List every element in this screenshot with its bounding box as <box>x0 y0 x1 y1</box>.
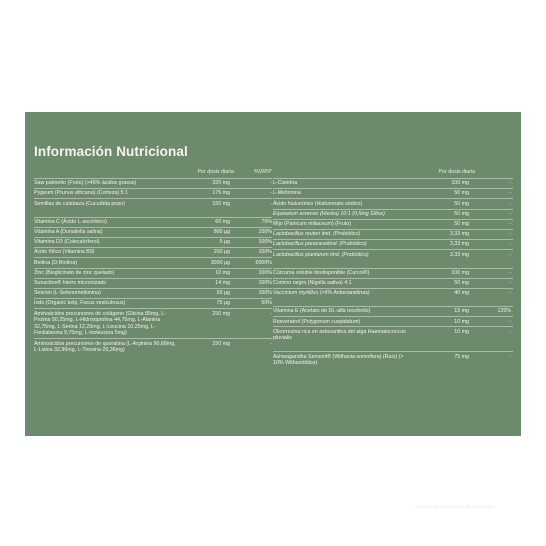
ingredient-vrn: - <box>270 310 272 317</box>
ingredient-name: Vitamina A (Dunaliella salina) <box>34 229 103 236</box>
ingredient-name: Iodo (Organic kelp, Fucus vesiculosus) <box>34 300 126 307</box>
dose-header: Por dosis diaria <box>197 169 234 175</box>
ingredient-amount: 3,33 mg <box>449 231 469 238</box>
ingredient-name: Saw palmetto (Fruto) (>45% ácidos grasos) <box>34 180 137 187</box>
ingredient-name: Zinc (Bisglicinato de zinc quelado) <box>34 269 115 276</box>
ingredient-amount: 50 mg <box>454 279 469 286</box>
ingredient-name: Aminoácidos precursores de queratina (L-Arginina 90,68mg, L-Lisina 32,96mg, L-Tirosina 26,36mg) <box>34 340 176 354</box>
ingredient-vrn: - <box>509 279 511 286</box>
ingredient-amount: 5 µg <box>219 239 230 246</box>
table-row <box>34 198 272 208</box>
table-row <box>273 209 513 219</box>
ingredient-amount: 40 mg <box>454 290 469 297</box>
nutrition-panel <box>25 112 521 510</box>
section-gap <box>273 260 513 268</box>
ingredient-vrn: - <box>509 328 511 335</box>
ingredient-amount: 55 µg <box>216 290 230 297</box>
table-row <box>34 278 272 288</box>
section-gap <box>273 343 513 351</box>
ingredient-vrn: - <box>270 180 272 187</box>
left-table <box>34 167 272 355</box>
table-row <box>34 247 272 257</box>
ingredient-name: Comino negro (Nigella sativa) 4:1 <box>273 279 352 286</box>
ingredient-name: Vitamina E (Acetato de DL-alfa tocoferilo) <box>273 308 371 315</box>
ingredient-amount: 50 mg <box>454 210 469 217</box>
ingredient-name: Mijo (Panicum miliaceum) (Fruto) <box>273 221 351 228</box>
ingredient-name: Vaccinium myrtillus (>5% Antocianidinas) <box>273 290 370 297</box>
section-gap <box>34 209 272 217</box>
left-rows <box>34 178 272 355</box>
ingredient-vrn: - <box>509 318 511 325</box>
ingredient-vrn: 100% <box>258 249 272 256</box>
ingredient-vrn: - <box>509 231 511 238</box>
left-table-header <box>34 167 272 178</box>
ingredient-name: L-Cisteína <box>273 180 298 187</box>
ingredient-vrn: 100% <box>258 290 272 297</box>
table-row <box>34 237 272 247</box>
ingredient-amount: 3,33 mg <box>449 241 469 248</box>
table-row <box>273 188 513 198</box>
ingredient-name: Ashwagandha Sensoril® (Withania somnifera) (Raíz) (> 10% Withanólidos) <box>273 353 404 367</box>
ingredient-vrn: - <box>509 241 511 248</box>
ingredient-amount: 3,33 mg <box>449 251 469 258</box>
ingredient-amount: 50 mg <box>454 190 469 197</box>
ingredient-vrn: - <box>270 190 272 197</box>
ingredient-vrn: - <box>509 200 511 207</box>
ingredient-amount: 10 mg <box>454 328 469 335</box>
ingredient-vrn: - <box>509 221 511 228</box>
ingredient-name: Ácido fólico (Vitamina B9) <box>34 249 95 256</box>
ingredient-name: Lactobacillus reuteri tind. (Probiótico) <box>273 231 361 238</box>
ingredient-name: Aminoácidos precursores de colágeno (Glicina 85mg, L-Prolina 50,25mg, L-Hidroxiprolina 44,75mg, L-Alanina 32,75mg, L-Serina 12,25mg, L-Leucina 10,25mg, L-Fenilalanina 9,75mg, L-Isoleucina 5mg) <box>34 310 166 337</box>
ingredient-vrn: 50% <box>261 300 272 307</box>
ingredient-name: Resveratrol (Polygonum cuspidatum) <box>273 318 361 325</box>
right-rows <box>273 178 513 368</box>
section-gap <box>273 298 513 306</box>
ingredient-amount: 50 mg <box>454 200 469 207</box>
table-row <box>34 178 272 188</box>
ingredient-amount: 75 µg <box>216 300 230 307</box>
table-row <box>34 268 272 278</box>
table-row <box>34 298 272 308</box>
table-row <box>273 219 513 229</box>
dose-header: Por dosis diaria <box>438 169 475 175</box>
ingredient-name: Sunactive® hierro micronizado <box>34 279 107 286</box>
ingredient-amount: 50 mg <box>454 221 469 228</box>
table-row <box>273 316 513 326</box>
ingredient-amount: 3000 µg <box>210 259 230 266</box>
ingredient-name: Lactobacillus plantarum tind. (Probiótico) <box>273 251 369 258</box>
ingredient-vrn: 100% <box>258 239 272 246</box>
ingredient-vrn: - <box>509 190 511 197</box>
table-row <box>34 188 272 198</box>
ingredient-name: Cúrcuma soluble biodisponible (Curcol®) <box>273 269 370 276</box>
ingredient-amount: 100 mg <box>451 269 469 276</box>
ingredient-amount: 100 mg <box>451 180 469 187</box>
table-row <box>273 249 513 259</box>
ingredient-vrn: 100% <box>258 269 272 276</box>
table-row <box>273 268 513 278</box>
table-row <box>273 351 513 368</box>
ingredient-name: Ácido hialurónico (Hialuronato sódico) <box>273 200 363 207</box>
table-row <box>273 229 513 239</box>
ingredient-vrn: - <box>509 269 511 276</box>
table-row <box>34 217 272 227</box>
ingredient-vrn: - <box>270 340 272 347</box>
table-row <box>273 306 513 316</box>
right-table <box>273 167 513 368</box>
ingredient-name: Lactobacillus paracaseitind. (Probiótico) <box>273 241 367 248</box>
ingredient-amount: 150 mg <box>212 340 230 347</box>
ingredient-amount: 200 µg <box>213 249 230 256</box>
table-row <box>273 278 513 288</box>
ingredient-vrn: 100% <box>258 279 272 286</box>
ingredient-amount: 10 mg <box>454 318 469 325</box>
table-row <box>34 338 272 355</box>
table-row <box>273 178 513 188</box>
ingredient-vrn: - <box>509 353 511 360</box>
ingredient-vrn: - <box>509 290 511 297</box>
ingredient-vrn: - <box>509 251 511 258</box>
panel-title: Información Nutricional <box>34 144 188 159</box>
ingredient-name: Equisetum arvense (Hierba) 10:1 (0,5mg Sílice) <box>273 210 385 217</box>
ingredient-amount: 150 mg <box>212 200 230 207</box>
table-row <box>34 308 272 338</box>
table-row <box>34 227 272 237</box>
ingredient-amount: 250 mg <box>212 310 230 317</box>
ingredient-amount: 175 mg <box>212 190 230 197</box>
table-row <box>273 198 513 208</box>
ingredient-amount: 10 mg <box>215 269 230 276</box>
ingredient-name: Oleorresina rica en astaxantina del alga Haematococcus pluvialis <box>273 328 406 342</box>
ingredient-amount: 14 mg <box>215 279 230 286</box>
footnote: *Valores de Referencia de Nutrientes <box>415 505 494 510</box>
table-row <box>273 326 513 343</box>
table-row <box>273 239 513 249</box>
ingredient-name: Vitamina D3 (Colecalciferol) <box>34 239 100 246</box>
ingredient-name: Vitamina C (Ácido L-ascórbico) <box>34 218 107 225</box>
ingredient-name: Biotina (D-Biotina) <box>34 259 77 266</box>
ingredient-amount: 15 mg <box>454 308 469 315</box>
ingredient-vrn: - <box>509 210 511 217</box>
table-row <box>34 288 272 298</box>
ingredient-amount: 800 µg <box>213 229 230 236</box>
ingredient-amount: 320 mg <box>212 180 230 187</box>
ingredient-name: L-Metionina <box>273 190 301 197</box>
ingredient-vrn: 6000% <box>255 259 272 266</box>
ingredient-name: Semillas de calabaza (Cucurbita pepo) <box>34 200 125 207</box>
table-row <box>273 288 513 298</box>
ingredient-name: Pygeum (Prunus africana) (Corteza) 5:1 <box>34 190 128 197</box>
ingredient-vrn: 100% <box>258 229 272 236</box>
ingredient-vrn: - <box>270 200 272 207</box>
ingredient-amount: 75 mg <box>454 353 469 360</box>
ingredient-vrn: 75% <box>261 218 272 225</box>
right-table-header <box>273 167 513 178</box>
ingredient-vrn: 125% <box>497 308 511 315</box>
table-row <box>34 257 272 267</box>
ingredient-name: Selenio (L-Selenometionina) <box>34 290 101 297</box>
ingredient-vrn: - <box>509 180 511 187</box>
ingredient-amount: 60 mg <box>215 218 230 225</box>
vrn-header: %VRN* <box>254 169 272 175</box>
